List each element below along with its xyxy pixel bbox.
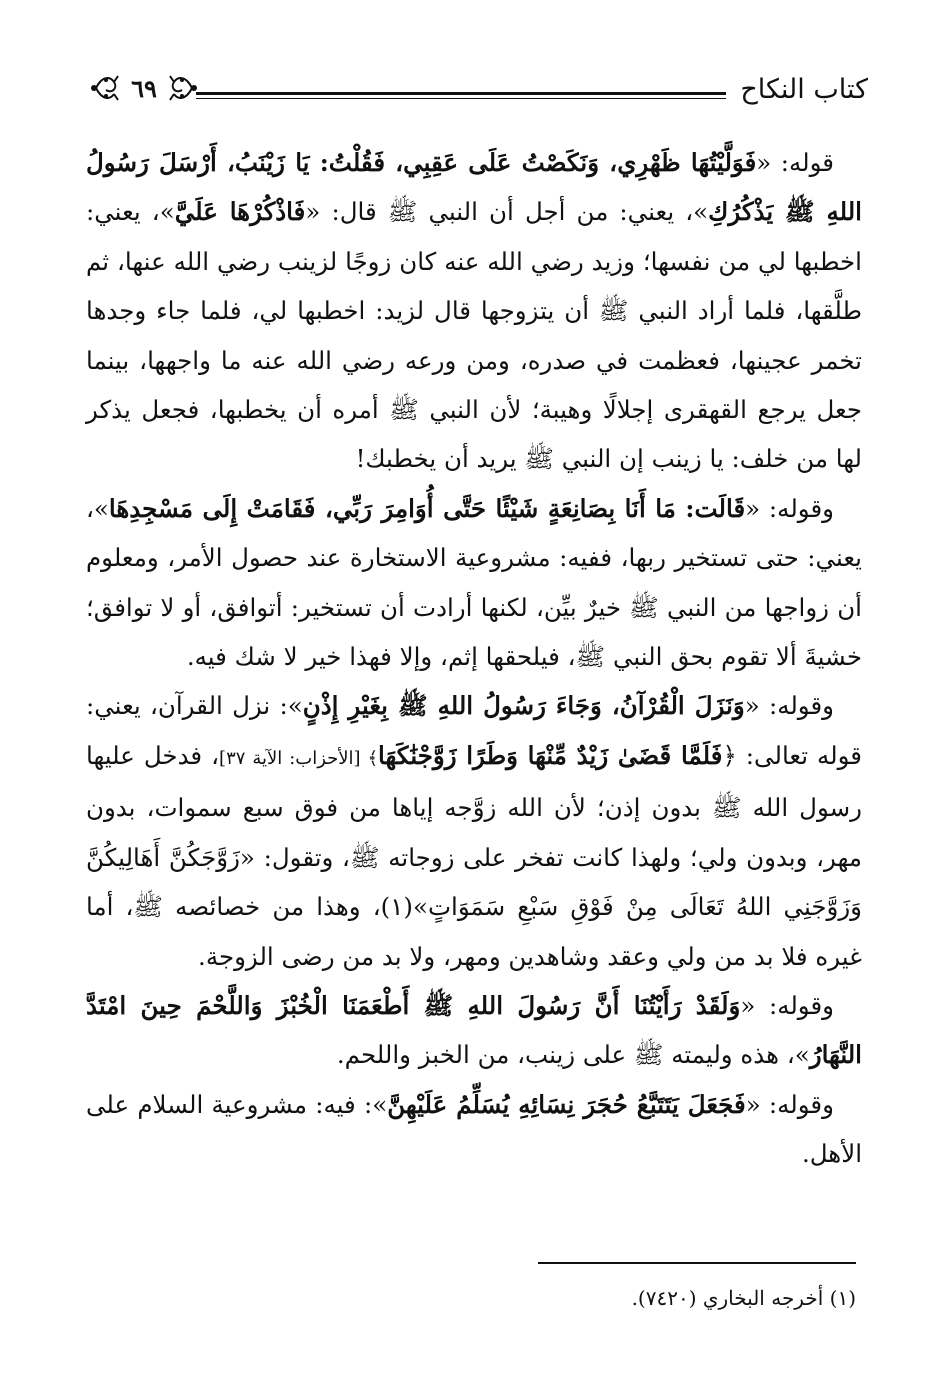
- page-header: [88, 66, 868, 116]
- paragraph-5: [86, 1080, 862, 1179]
- body-text: [86, 138, 862, 1179]
- quote-intro: وقوله: «: [744, 691, 834, 721]
- running-title: كتاب النكاح: [740, 74, 868, 105]
- quote-intro: قوله: «: [756, 148, 834, 177]
- verse-reference: ﴾ [الأحزاب: الآية ٣٧]: [219, 747, 379, 769]
- paragraph-1: [86, 138, 862, 484]
- commentary-text: ، فدخل عليها رسول الله ﷺ بدون إذن؛ لأن الله زوَّجه إياها من فوق سبع سموات، بدون مهر، وبدون ولي؛ ولهذا كانت تفخر على زوجاته ﷺ، وتقول: «زَوَّجَكُنَّ أَهَالِيكُنَّ وَزَوَّجَنِي اللهُ تَعَالَى مِنْ فَوْقِ سَبْعِ سَمَوَاتٍ»(١)، وهذا من خصائصه ﷺ، أما غيره فلا بد من ولي وعقد وشاهدين ومهر، ولا بد من رضى الزوجة.: [86, 740, 862, 971]
- footnote: (١) أخرجه البخاري (٧٤٢٠).: [631, 1286, 856, 1310]
- page-number: ٦٩: [131, 74, 157, 103]
- footnote-rule: [538, 1262, 856, 1264]
- hadith-quote: وَنَزَلَ الْقُرْآنُ، وَجَاءَ رَسُولُ اللهِ ﷺ بِغَيْرِ إِذْنٍ: [302, 691, 745, 721]
- commentary-text: »، هذه وليمته ﷺ على زينب، من الخبز واللحم.: [336, 1040, 810, 1070]
- hadith-quote: وَلَقَدْ رَأَيْتُنَا أَنَّ رَسُولَ اللهِ ﷺ أَطْعَمَنَا الْخُبْزَ وَاللَّحْمَ حِينَ امْتَدَّ النَّهَارُ: [86, 990, 862, 1070]
- quote-intro: وقوله: «: [745, 1089, 834, 1119]
- commentary-text: »، يعني: من أجل أن النبي ﷺ قال: «: [305, 197, 709, 227]
- commentary-text: »، يعني: حتى تستخير ربها، ففيه: مشروعية الاستخارة عند حصول الأمر، ومعلوم أن زواجها من النبي ﷺ خيرٌ بيِّن، لكنها أرادت أن تستخير: أتوافق، أو لا توافق؛ خشيةَ ألا تقوم بحق النبي ﷺ، فيلحقها إثم، وإلا فهذا خير لا شك فيه.: [86, 493, 862, 672]
- paragraph-3: [86, 681, 862, 980]
- hadith-quote: فَاذْكُرْهَا عَلَيَّ: [174, 197, 306, 227]
- header-rule: [196, 92, 726, 99]
- quote-intro: وقوله: «: [745, 493, 834, 523]
- page-number-ornament: [88, 68, 200, 108]
- commentary-text: »: نزل القرآن، يعني: قوله تعالى: ﴿: [86, 691, 862, 770]
- hadith-quote: فَوَلَّيْتُهَا ظَهْرِي، وَنَكَصْتُ عَلَى عَقِبِي، فَقُلْتُ: يَا زَيْنَبُ، أَرْسَلَ رَسُولُ اللهِ ﷺ يَذْكُرُكِ: [86, 148, 862, 227]
- quote-intro: وقوله: «: [740, 990, 834, 1020]
- hadith-quote: قَالَت: مَا أَنَا بِصَانِعَةٍ شَيْئًا حَتَّى أُوَامِرَ رَبِّي، فَقَامَتْ إِلَى مَسْجِدِهَا: [108, 493, 746, 523]
- hadith-quote: فَجَعَلَ يَتَتَبَّعُ حُجَرَ نِسَائِهِ يُسَلِّمُ عَلَيْهِنَّ: [387, 1089, 746, 1119]
- paragraph-2: [86, 484, 862, 682]
- commentary-text: »، يعني: اخطبها لي من نفسها؛ وزيد رضي الله عنه كان زوجًا لزينب رضي الله عنها، ثم طلَّقها، فلما أراد النبي ﷺ أن يتزوجها قال لزيد: اخطبها لي، فلما جاء وجدها تخمر عجينها، فعظمت في صدره، ومن ورعه رضي الله عنه ما واجهها، بينما جعل يرجع القهقرى إجلالًا وهيبة؛ لأن النبي ﷺ أمره أن يخطبها، فجعل يذكر لها من خلف: يا زينب إن النبي ﷺ يريد أن يخطبك!: [86, 197, 862, 474]
- quran-verse: فَلَمَّا قَضَىٰ زَيْدٌ مِّنْهَا وَطَرًا زَوَّجْنَٰكَهَا: [378, 740, 723, 770]
- commentary-text: »: فيه: مشروعية السلام على الأهل.: [86, 1089, 862, 1169]
- paragraph-4: [86, 981, 862, 1080]
